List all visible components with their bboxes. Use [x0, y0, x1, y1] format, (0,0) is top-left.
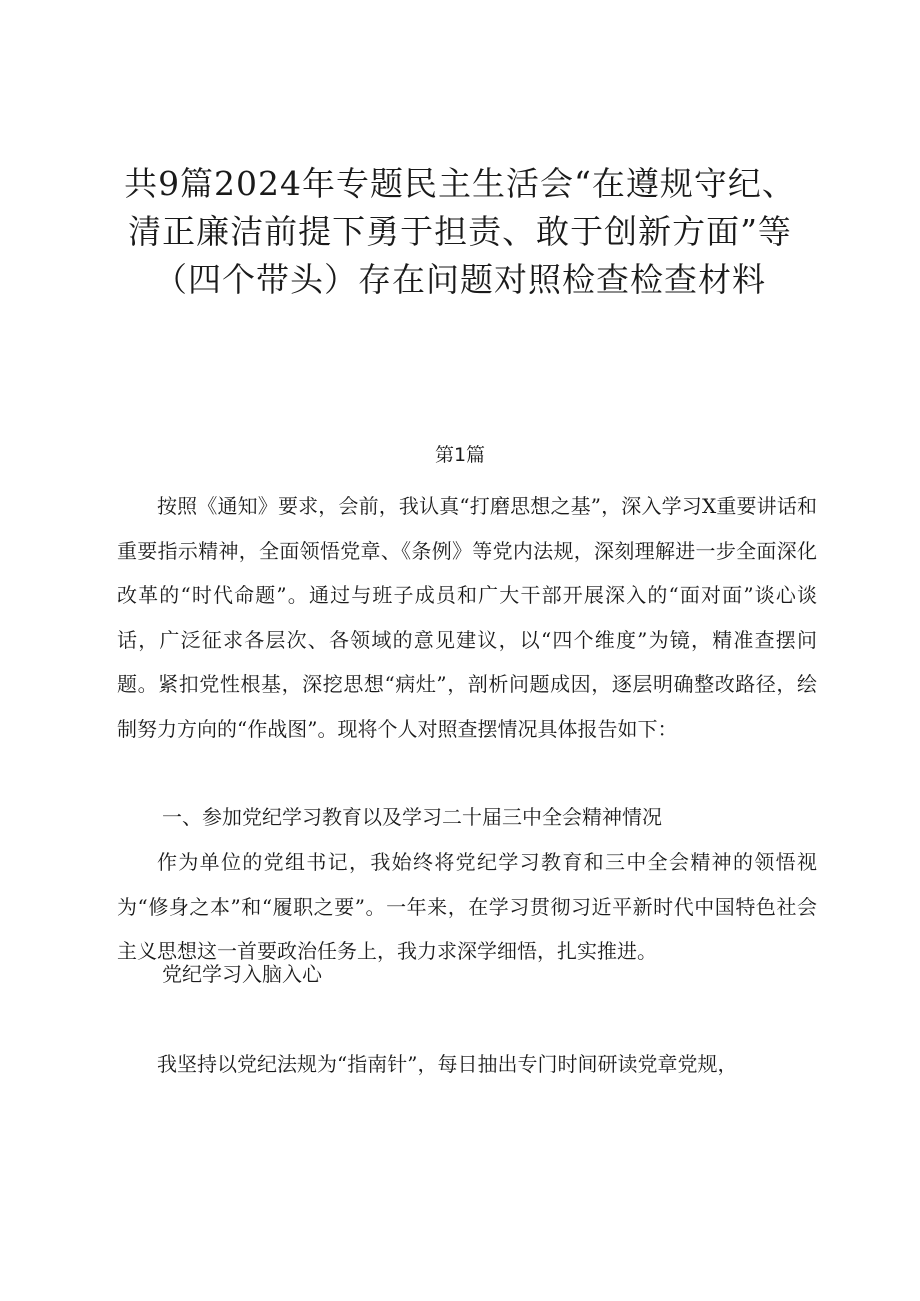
section-heading: 一、参加党纪学习教育以及学习二十届三中全会精神情况 [162, 805, 662, 829]
document-title: 共9篇2024年专题民主生活会“在遵规守纪、清正廉洁前提下勇于担责、敢于创新方面”等（四个带头）存在问题对照检查检查材料 [124, 164, 796, 299]
subheading: 党纪学习入脑入心 [162, 962, 322, 986]
paragraph-intro: 按照《通知》要求，会前，我认真“打磨思想之基”，深入学习X重要讲话和重要指示精神，全面领悟党章、《条例》等党内法规，深刻理解进一步全面深化改革的“时代命题”。通过与班子成员和广大干部开展深入的“面对面”谈心谈话，广泛征求各层次、各领域的意见建议，以“四个维度”为镜，精准查摆问题。紧扣党性根基，深挖思想“病灶”，剖析问题成因，逐层明确整改路径，绘制努力方向的“作战图”。现将个人对照查摆情况具体报告如下： [117, 494, 817, 741]
section-label: 第1篇 [434, 444, 486, 466]
paragraph-study: 我坚持以党纪法规为“指南针”，每日抽出专门时间研读党章党规， [157, 1052, 738, 1076]
paragraph-role: 作为单位的党组书记，我始终将党纪学习教育和三中全会精神的领悟视为“修身之本”和“履职之要”。一年来，在学习贯彻习近平新时代中国特色社会主义思想这一首要政治任务上，我力求深学细悟，扎实推进。 [117, 850, 817, 964]
